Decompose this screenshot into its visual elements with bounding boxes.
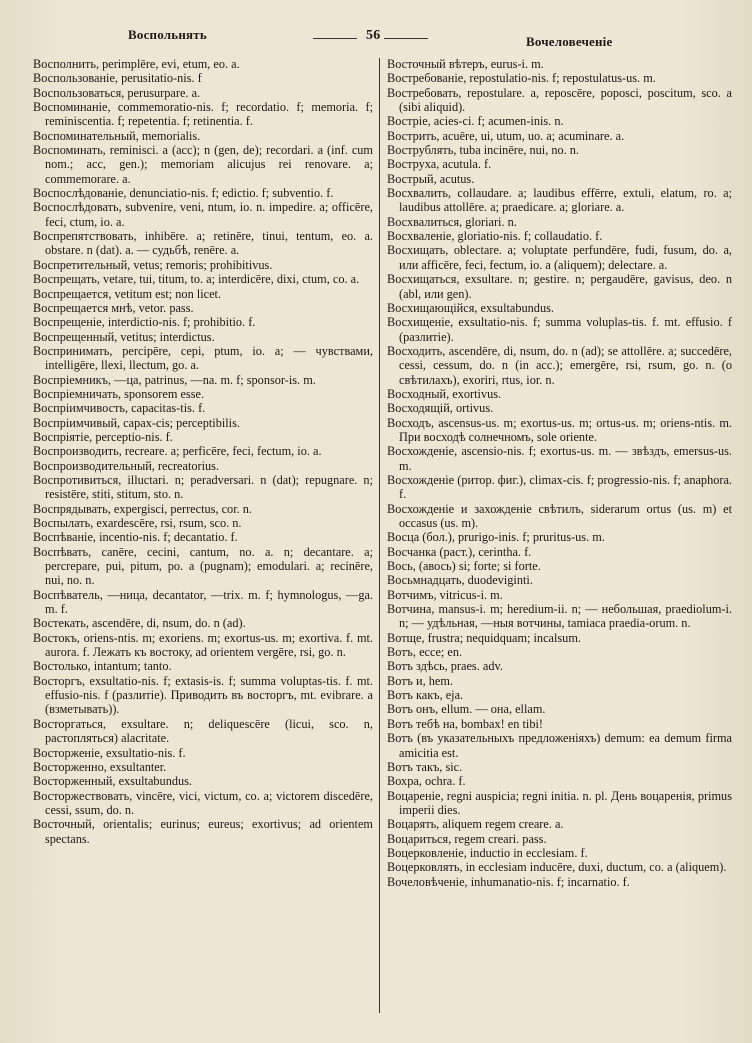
dictionary-entry: Воспрядывать, expergisci, perrectus, cor. n. <box>33 501 252 516</box>
dictionary-entry: Восхваленіе, gloriatio-nis. f; collaudatio. f. <box>387 229 603 244</box>
dictionary-entry: Восходъ, ascensus-us. m; exortus-us. m; ortus-us. m; oriens-ntis. m. При восходѣ солнечномъ, sole oriente. <box>387 415 732 444</box>
dictionary-entry: Восхищать, oblectare. a; voluptate perfundēre, fudi, fusum, do. a, или afficēre, feci, fectum, io. a (aliquem); delectare. a. <box>387 243 732 272</box>
column-divider <box>379 58 380 1013</box>
dictionary-entry: Вотъ какъ, eja. <box>387 688 464 703</box>
dictionary-entry: Вотъ, ecce; en. <box>387 645 463 660</box>
dictionary-entry: Воспріимчивость, capacitas-tis. f. <box>33 401 206 416</box>
dictionary-entry: Вотчимъ, vitricus-i. m. <box>387 587 503 602</box>
dictionary-entry: Вострублять, tuba incinēre, nui, no. n. <box>387 143 580 158</box>
dictionary-entry: Восхищеніе, exsultatio-nis. f; summa voluplas-tis. f. mt. effusio. f (разлитіе). <box>387 315 732 344</box>
dictionary-entry: Воспринимать, percipēre, cepi, ptum, io. a; — чувствами, intelligēre, llexi, llectum, go. a. <box>33 343 373 373</box>
dictionary-entry: Воцариться, regem creari. pass. <box>387 831 547 846</box>
dictionary-entry: Воспрещается мнѣ, vetor. pass. <box>33 300 194 315</box>
dictionary-entry: Воспретительный, vetus; remoris; prohibitivus. <box>33 257 273 272</box>
dictionary-entry: Восходить, ascendēre, di, nsum, do. n (ad); se attollēre. a; succedēre, cessi, cessum, do. n (in acc.); emergēre, rsi, rsum, go. n. (о свѣтилахъ), exoriri, rtus, ior. n. <box>387 343 732 387</box>
dictionary-entry: Вотъ тебѣ на, bombax! en tibi! <box>387 716 543 731</box>
dictionary-entry: Воспроизводительный, recreatorius. <box>33 458 220 473</box>
dictionary-entry: Восторгъ, exsultatio-nis. f; extasis-is. f; summa voluptas-tis. f. mt. effusio-nis. f (разлитіе). Приводить въ восторгъ, mt. evibrare. a (взметывать)). <box>33 673 373 717</box>
dictionary-entry: Восхожденіе (ритор. фиг.), climax-cis. f; progressio-nis. f; anaphora. f. <box>387 472 732 502</box>
dictionary-entry: Вострый, acutus. <box>387 171 475 186</box>
dictionary-entry: Воспріемникъ, —ца, patrinus, —na. m. f; sponsor-is. m. <box>33 372 316 387</box>
dictionary-entry: Вочеловѣченіе, inhumanatio-nis. f; incarnatio. f. <box>387 874 630 889</box>
dictionary-entry: Восхищающійся, exsultabundus. <box>387 300 554 315</box>
dictionary-entry: Восхвалить, collaudare. a; laudibus effērre, extuli, elatum, ro. a; laudibus attollēre. a; praedicare. a; gloriare. a. <box>387 186 732 215</box>
dictionary-entry: Воспоминать, reminisci. a (acc); n (gen, de); recordari. a (inf. cum nom.; acc, gen.); memoriam alicujus rei renovare. a; commemorare. a. <box>33 143 373 186</box>
right-column <box>387 57 732 889</box>
dictionary-entry: Воспрещенный, vetitus; interdictus. <box>33 329 215 344</box>
dictionary-entry: Воспрещать, vetare, tui, titum, to. a; interdicēre, dixi, ctum, co. a. <box>33 272 360 287</box>
header-rule-right <box>384 38 428 39</box>
running-head-left: Воспольнять <box>128 27 207 42</box>
dictionary-entry: Восхвалиться, gloriari. n. <box>387 214 517 229</box>
dictionary-entry: Вотъ (въ указательныхъ предложеніяхъ) demum: ea demum firma amicitia est. <box>387 731 732 760</box>
dictionary-entry: Воспѣватель, —ница, decantator, —trix. m. f; hymnologus, —ga. m. f. <box>33 587 373 617</box>
header-rule-left <box>313 38 357 39</box>
dictionary-entry: Вось, (авось) si; forte; si forte. <box>387 559 541 574</box>
dictionary-entry: Восчанка (раст.), cerintha. f. <box>387 544 532 559</box>
dictionary-entry: Восходный, exortivus. <box>387 386 502 401</box>
dictionary-entry: Воцерковленіе, inductio in ecclesiam. f. <box>387 845 588 860</box>
dictionary-entry: Востолько, intantum; tanto. <box>33 659 172 674</box>
dictionary-entry: Восца (бол.), prurigo-inis. f; pruritus-us. m. <box>387 530 605 545</box>
dictionary-entry: Воструха, acutula. f. <box>387 157 492 172</box>
dictionary-entry: Восхожденіе, ascensio-nis. f; exortus-us. m. — звѣздъ, emersus-us. m. <box>387 444 732 473</box>
dictionary-entry: Восторженный, exsultabundus. <box>33 774 193 789</box>
dictionary-entry: Восхищаться, exsultare. n; gestire. n; pergaudēre, gavisus, deo. n (abl, или gen). <box>387 272 732 301</box>
dictionary-entry: Вотъ и, hem. <box>387 673 453 688</box>
dictionary-entry: Воспѣвать, canēre, cecini, cantum, no. a. n; decantare. a; percrepare, pui, pitum, po. a (pugnam); emodulari. a; recinēre, nui, no. n. <box>33 544 373 588</box>
dictionary-entry: Вотъ онъ, ellum. — она, ellam. <box>387 702 546 717</box>
dictionary-entry: Восторженно, exsultanter. <box>33 759 167 774</box>
dictionary-entry: Восточный, orientalis; eurinus; eureus; exortivus; ad orientem spectans. <box>33 817 373 846</box>
dictionary-entry: Воспріятіе, perceptio-nis. f. <box>33 429 173 444</box>
dictionary-entry: Восточный вѣтеръ, eurus-i. m. <box>387 57 544 71</box>
dictionary-entry: Воспрещается, vetitum est; non licet. <box>33 286 222 301</box>
dictionary-entry: Восторгаться, exsultare. n; deliquescēre (licui, sco. n, растопляться) alacritate. <box>33 716 373 746</box>
dictionary-entry: Воспрепятствовать, inhibēre. a; retinēre, tinui, tentum, eo. a. obstare. n (dat). a. — судьбѣ, renēre. a. <box>33 229 373 258</box>
left-column <box>33 57 373 846</box>
dictionary-entry: Востріе, acies-ci. f; acumen-inis. n. <box>387 114 564 129</box>
dictionary-entry: Восходящій, ortivus. <box>387 401 494 416</box>
dictionary-entry: Вотчина, mansus-i. m; heredium-ii. n; — небольшая, praediolum-i. n; — удѣльная, —ныя вотчины, tamiaca praedia-orum. n. <box>387 602 732 631</box>
dictionary-entry: Воспоминаніе, commemoratio-nis. f; recordatio. f; memoria. f; reminiscentia. f; repetentia. f; retinentia. f. <box>33 100 373 129</box>
dictionary-entry: Восьмнадцать, duodeviginti. <box>387 573 533 588</box>
dictionary-entry: Восторжествовать, vincēre, vici, victum, co. a; victorem discedēre, cessi, ssum, do. n. <box>33 788 373 817</box>
dictionary-entry: Востокъ, oriens-ntis. m; exoriens. m; exortus-us. m; exortiva. f. mt. aurora. f. Лежать къ востоку, ad orientem vergēre, rsi, go. n. <box>33 630 373 660</box>
dictionary-entry: Воспослѣдованіе, denunciatio-nis. f; edictio. f; subventio. f. <box>33 186 334 201</box>
dictionary-entry: Воспроизводить, recreare. a; perficēre, feci, fectum, io. a. <box>33 444 322 459</box>
dictionary-entry: Воспріемничать, sponsorem esse. <box>33 386 205 401</box>
dictionary-entry: Восхожденіе и захожденіе свѣтилъ, siderarum ortus (us. m) et occasus (us. m). <box>387 501 732 530</box>
dictionary-entry: Воспротивиться, illuctari. n; peradversari. n (dat); repugnare. n; resistēre, stiti, stitum, sto. n. <box>33 472 373 502</box>
dictionary-entry: Вотще, frustra; nequidquam; incalsum. <box>387 630 581 645</box>
dictionary-entry: Восполнить, perimplēre, evi, etum, eo. a. <box>33 57 240 71</box>
dictionary-entry: Вохра, ochra. f. <box>387 774 466 789</box>
dictionary-entry: Воцарять, aliquem regem creare. a. <box>387 817 564 832</box>
dictionary-entry: Воспоминательный, memorialis. <box>33 128 201 143</box>
dictionary-entry: Востекать, ascendēre, di, nsum, do. n (ad). <box>33 616 246 631</box>
dictionary-entry: Вотъ здѣсь, praes. adv. <box>387 659 503 674</box>
dictionary-entry: Восторженіе, exsultatio-nis. f. <box>33 745 186 760</box>
dictionary-entry: Воспользованіе, perusitatio-nis. f <box>33 71 202 86</box>
dictionary-entry: Воспріимчивый, capax-cis; perceptibilis. <box>33 415 240 430</box>
dictionary-entry: Вострить, acuēre, ui, utum, uo. a; acuminare. a. <box>387 128 625 143</box>
dictionary-entry: Воцерковлять, in ecclesiam inducēre, duxi, ductum, co. a (aliquem). <box>387 860 727 875</box>
dictionary-entry: Воспользоваться, perusurpare. a. <box>33 85 201 100</box>
dictionary-entry: Вотъ такъ, sic. <box>387 759 463 774</box>
dictionary-entry: Воцареніе, regni auspicia; regni initia. n. pl. День воцаренія, primus imperii dies. <box>387 788 732 817</box>
dictionary-entry: Воспылать, exardescēre, rsi, rsum, sco. n. <box>33 516 242 530</box>
dictionary-entry: Воспослѣдовать, subvenire, veni, ntum, io. n. impedire. a; officēre, feci, ctum, io. a. <box>33 200 373 229</box>
dictionary-entry: Воспѣваніе, incentio-nis. f; decantatio. f. <box>33 530 238 545</box>
dictionary-entry: Востребованіе, repostulatio-nis. f; repostulatus-us. m. <box>387 71 656 86</box>
dictionary-entry: Воспрещеніе, interdictio-nis. f; prohibitio. f. <box>33 315 256 330</box>
running-head-right: Вочеловеченіе <box>526 34 613 49</box>
page-number: 56 <box>366 28 381 43</box>
dictionary-entry: Востребовать, repostulare. a, reposcēre, poposci, poscitum, sco. a (sibi aliquid). <box>387 85 732 115</box>
